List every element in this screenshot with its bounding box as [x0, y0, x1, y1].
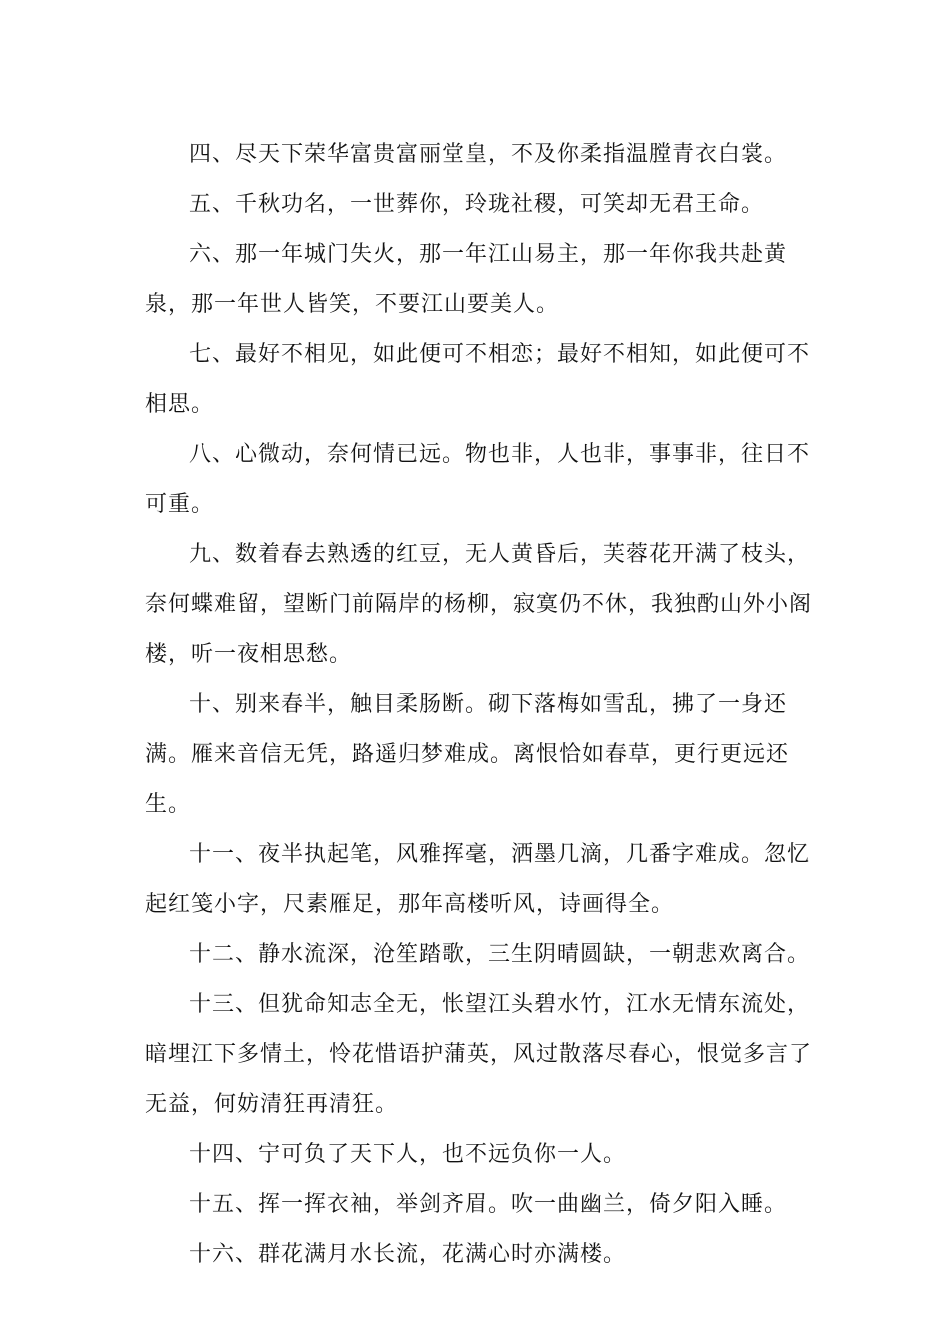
paragraph-12: 十二、静水流深，沧笙踏歌，三生阴晴圆缺，一朝悲欢离合。: [189, 942, 811, 967]
document-body: [145, 130, 815, 1280]
paragraph-14: 十四、宁可负了天下人，也不远负你一人。: [189, 1142, 627, 1167]
paragraph-7: 七、最好不相见，如此便可不相恋；最好不相知，如此便可不相思。: [145, 342, 811, 417]
paragraph-8: 八、心微动，奈何情已远。物也非，人也非，事事非，往日不可重。: [145, 442, 811, 517]
paragraph-5: 五、千秋功名，一世葬你，玲珑社稷，可笑却无君王命。: [189, 192, 765, 217]
paragraph-9: 九、数着春去熟透的红豆，无人黄昏后，芙蓉花开满了枝头，奈何蝶难留，望断门前隔岸的杨柳，寂寞仍不休，我独酌山外小阁楼，听一夜相思愁。: [145, 542, 813, 667]
paragraph-10: 十、别来春半，触目柔肠断。砌下落梅如雪乱，拂了一身还满。雁来音信无凭，路遥归梦难成。离恨恰如春草，更行更远还生。: [145, 692, 790, 817]
paragraph-11: 十一、夜半执起笔，风雅挥毫，洒墨几滴，几番字难成。忽忆起红笺小字，尺素雁足，那年高楼听风，诗画得全。: [145, 842, 811, 917]
paragraph-13: 十三、但犹命知志全无，怅望江头碧水竹，江水无情东流处，暗埋江下多情土，怜花惜语护蒲英，风过散落尽春心，恨觉多言了无益，何妨清狂再清狂。: [145, 992, 813, 1117]
paragraph-6: 六、那一年城门失火，那一年江山易主，那一年你我共赴黄泉，那一年世人皆笑，不要江山要美人。: [145, 242, 788, 317]
paragraph-15: 十五、挥一挥衣袖，举剑齐眉。吹一曲幽兰，倚夕阳入睡。: [189, 1192, 788, 1217]
paragraph-4: 四、尽天下荣华富贵富丽堂皇，不及你柔指温膛青衣白裳。: [189, 142, 788, 167]
paragraph-16: 十六、群花满月水长流，花满心时亦满楼。: [189, 1242, 627, 1267]
